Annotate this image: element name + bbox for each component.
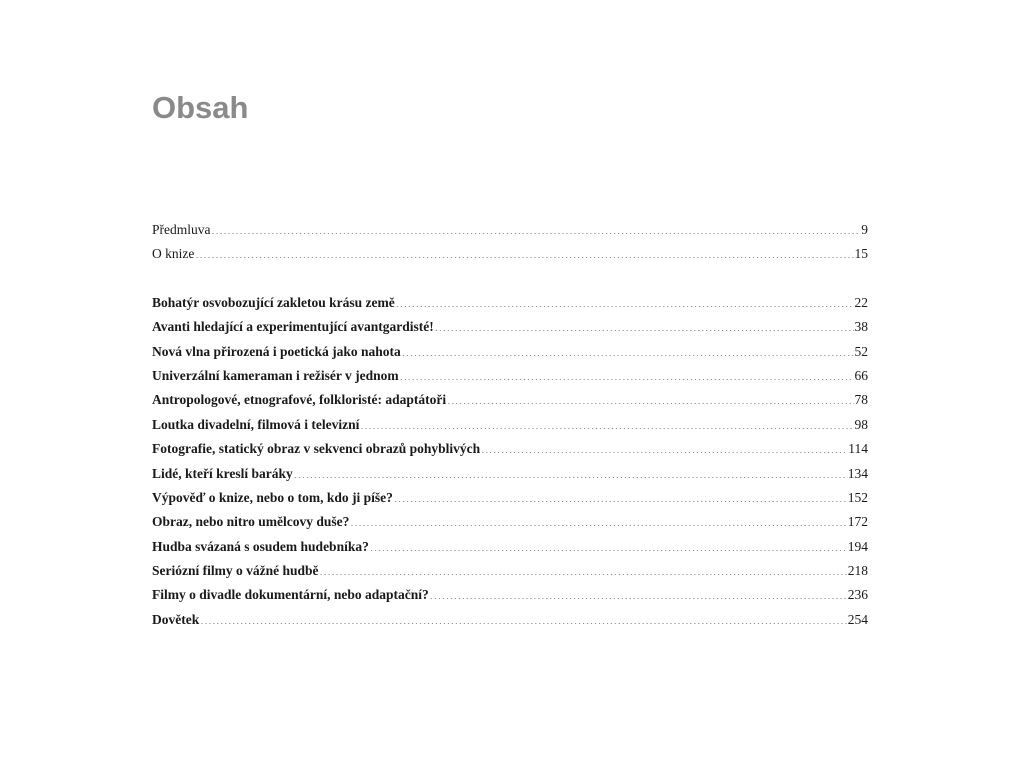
toc-entry-page: 254 bbox=[847, 611, 868, 627]
toc-entry-page: 114 bbox=[848, 441, 868, 457]
toc-entry bbox=[152, 462, 868, 486]
toc-dot-leader bbox=[360, 428, 853, 429]
toc-dot-leader bbox=[394, 501, 847, 502]
toc-entry bbox=[152, 583, 868, 607]
toc-entry-page: 78 bbox=[854, 392, 868, 408]
toc-entry-title: Loutka divadelní, filmová i televizní bbox=[152, 416, 360, 432]
toc-entry-title: O knize bbox=[152, 246, 195, 262]
toc-entry-page: 52 bbox=[854, 343, 868, 359]
toc-entry-title: Filmy o divadle dokumentární, nebo adaptační? bbox=[152, 587, 429, 603]
toc-entry-page: 172 bbox=[847, 514, 868, 530]
toc-entry-page: 15 bbox=[854, 246, 868, 262]
page-title: Obsah bbox=[152, 90, 249, 125]
toc-entry-page: 38 bbox=[854, 319, 868, 335]
toc-dot-leader bbox=[447, 403, 853, 404]
table-of-contents bbox=[152, 218, 868, 632]
toc-entry bbox=[152, 437, 868, 461]
toc-entry-page: 134 bbox=[847, 465, 868, 481]
toc-entry-page: 194 bbox=[847, 538, 868, 554]
toc-entry-page: 9 bbox=[861, 222, 868, 237]
toc-entry bbox=[152, 291, 868, 315]
toc-entry bbox=[152, 510, 868, 534]
toc-intro-group bbox=[152, 218, 868, 267]
toc-entry bbox=[152, 413, 868, 437]
toc-dot-leader bbox=[430, 598, 847, 599]
toc-entry bbox=[152, 242, 868, 266]
toc-entry-page: 236 bbox=[847, 587, 868, 603]
toc-entry-page: 152 bbox=[847, 489, 868, 505]
toc-entry bbox=[152, 340, 868, 364]
toc-entry-title: Lidé, kteří kreslí baráky bbox=[152, 465, 293, 481]
toc-entry-title: Avanti hledající a experimentující avantgardisté! bbox=[152, 319, 434, 335]
toc-entry-page: 66 bbox=[854, 367, 868, 383]
toc-entry-title: Výpověď o knize, nebo o tom, kdo ji píše? bbox=[152, 489, 393, 505]
toc-entry-page: 22 bbox=[854, 294, 868, 310]
toc-dot-leader bbox=[402, 355, 854, 356]
toc-entry bbox=[152, 559, 868, 583]
toc-chapters-group bbox=[152, 291, 868, 632]
toc-entry-title: Seriózní filmy o vážné hudbě bbox=[152, 563, 319, 579]
toc-entry-title: Obraz, nebo nitro umělcovy duše? bbox=[152, 514, 350, 530]
toc-dot-leader bbox=[294, 477, 847, 478]
toc-entry bbox=[152, 608, 868, 632]
toc-dot-leader bbox=[400, 379, 854, 380]
toc-dot-leader bbox=[396, 306, 854, 307]
toc-entry bbox=[152, 486, 868, 510]
toc-entry-title: Antropologové, etnografové, folkloristé: adaptátoři bbox=[152, 392, 447, 408]
toc-entry-page: 98 bbox=[854, 416, 868, 432]
toc-dot-leader bbox=[435, 330, 854, 331]
toc-entry bbox=[152, 218, 868, 242]
toc-entry-title: Dovětek bbox=[152, 611, 200, 627]
toc-entry-title: Hudba svázaná s osudem hudebníka? bbox=[152, 538, 369, 554]
toc-dot-leader bbox=[350, 525, 846, 526]
toc-dot-leader bbox=[212, 233, 861, 234]
toc-dot-leader bbox=[195, 257, 853, 258]
toc-dot-leader bbox=[320, 574, 847, 575]
toc-entry-title: Bohatýr osvobozující zakletou krásu země bbox=[152, 294, 395, 310]
toc-dot-leader bbox=[370, 550, 847, 551]
toc-entry bbox=[152, 315, 868, 339]
toc-dot-leader bbox=[481, 452, 847, 453]
toc-entry bbox=[152, 535, 868, 559]
toc-entry bbox=[152, 388, 868, 412]
toc-entry bbox=[152, 364, 868, 388]
toc-entry-page: 218 bbox=[847, 563, 868, 579]
toc-entry-title: Předmluva bbox=[152, 222, 211, 237]
toc-entry-title: Fotografie, statický obraz v sekvenci obrazů pohyblivých bbox=[152, 441, 481, 457]
toc-entry-title: Univerzální kameraman i režisér v jednom bbox=[152, 367, 399, 383]
toc-entry-title: Nová vlna přirozená i poetická jako nahota bbox=[152, 343, 401, 359]
toc-dot-leader bbox=[200, 623, 847, 624]
